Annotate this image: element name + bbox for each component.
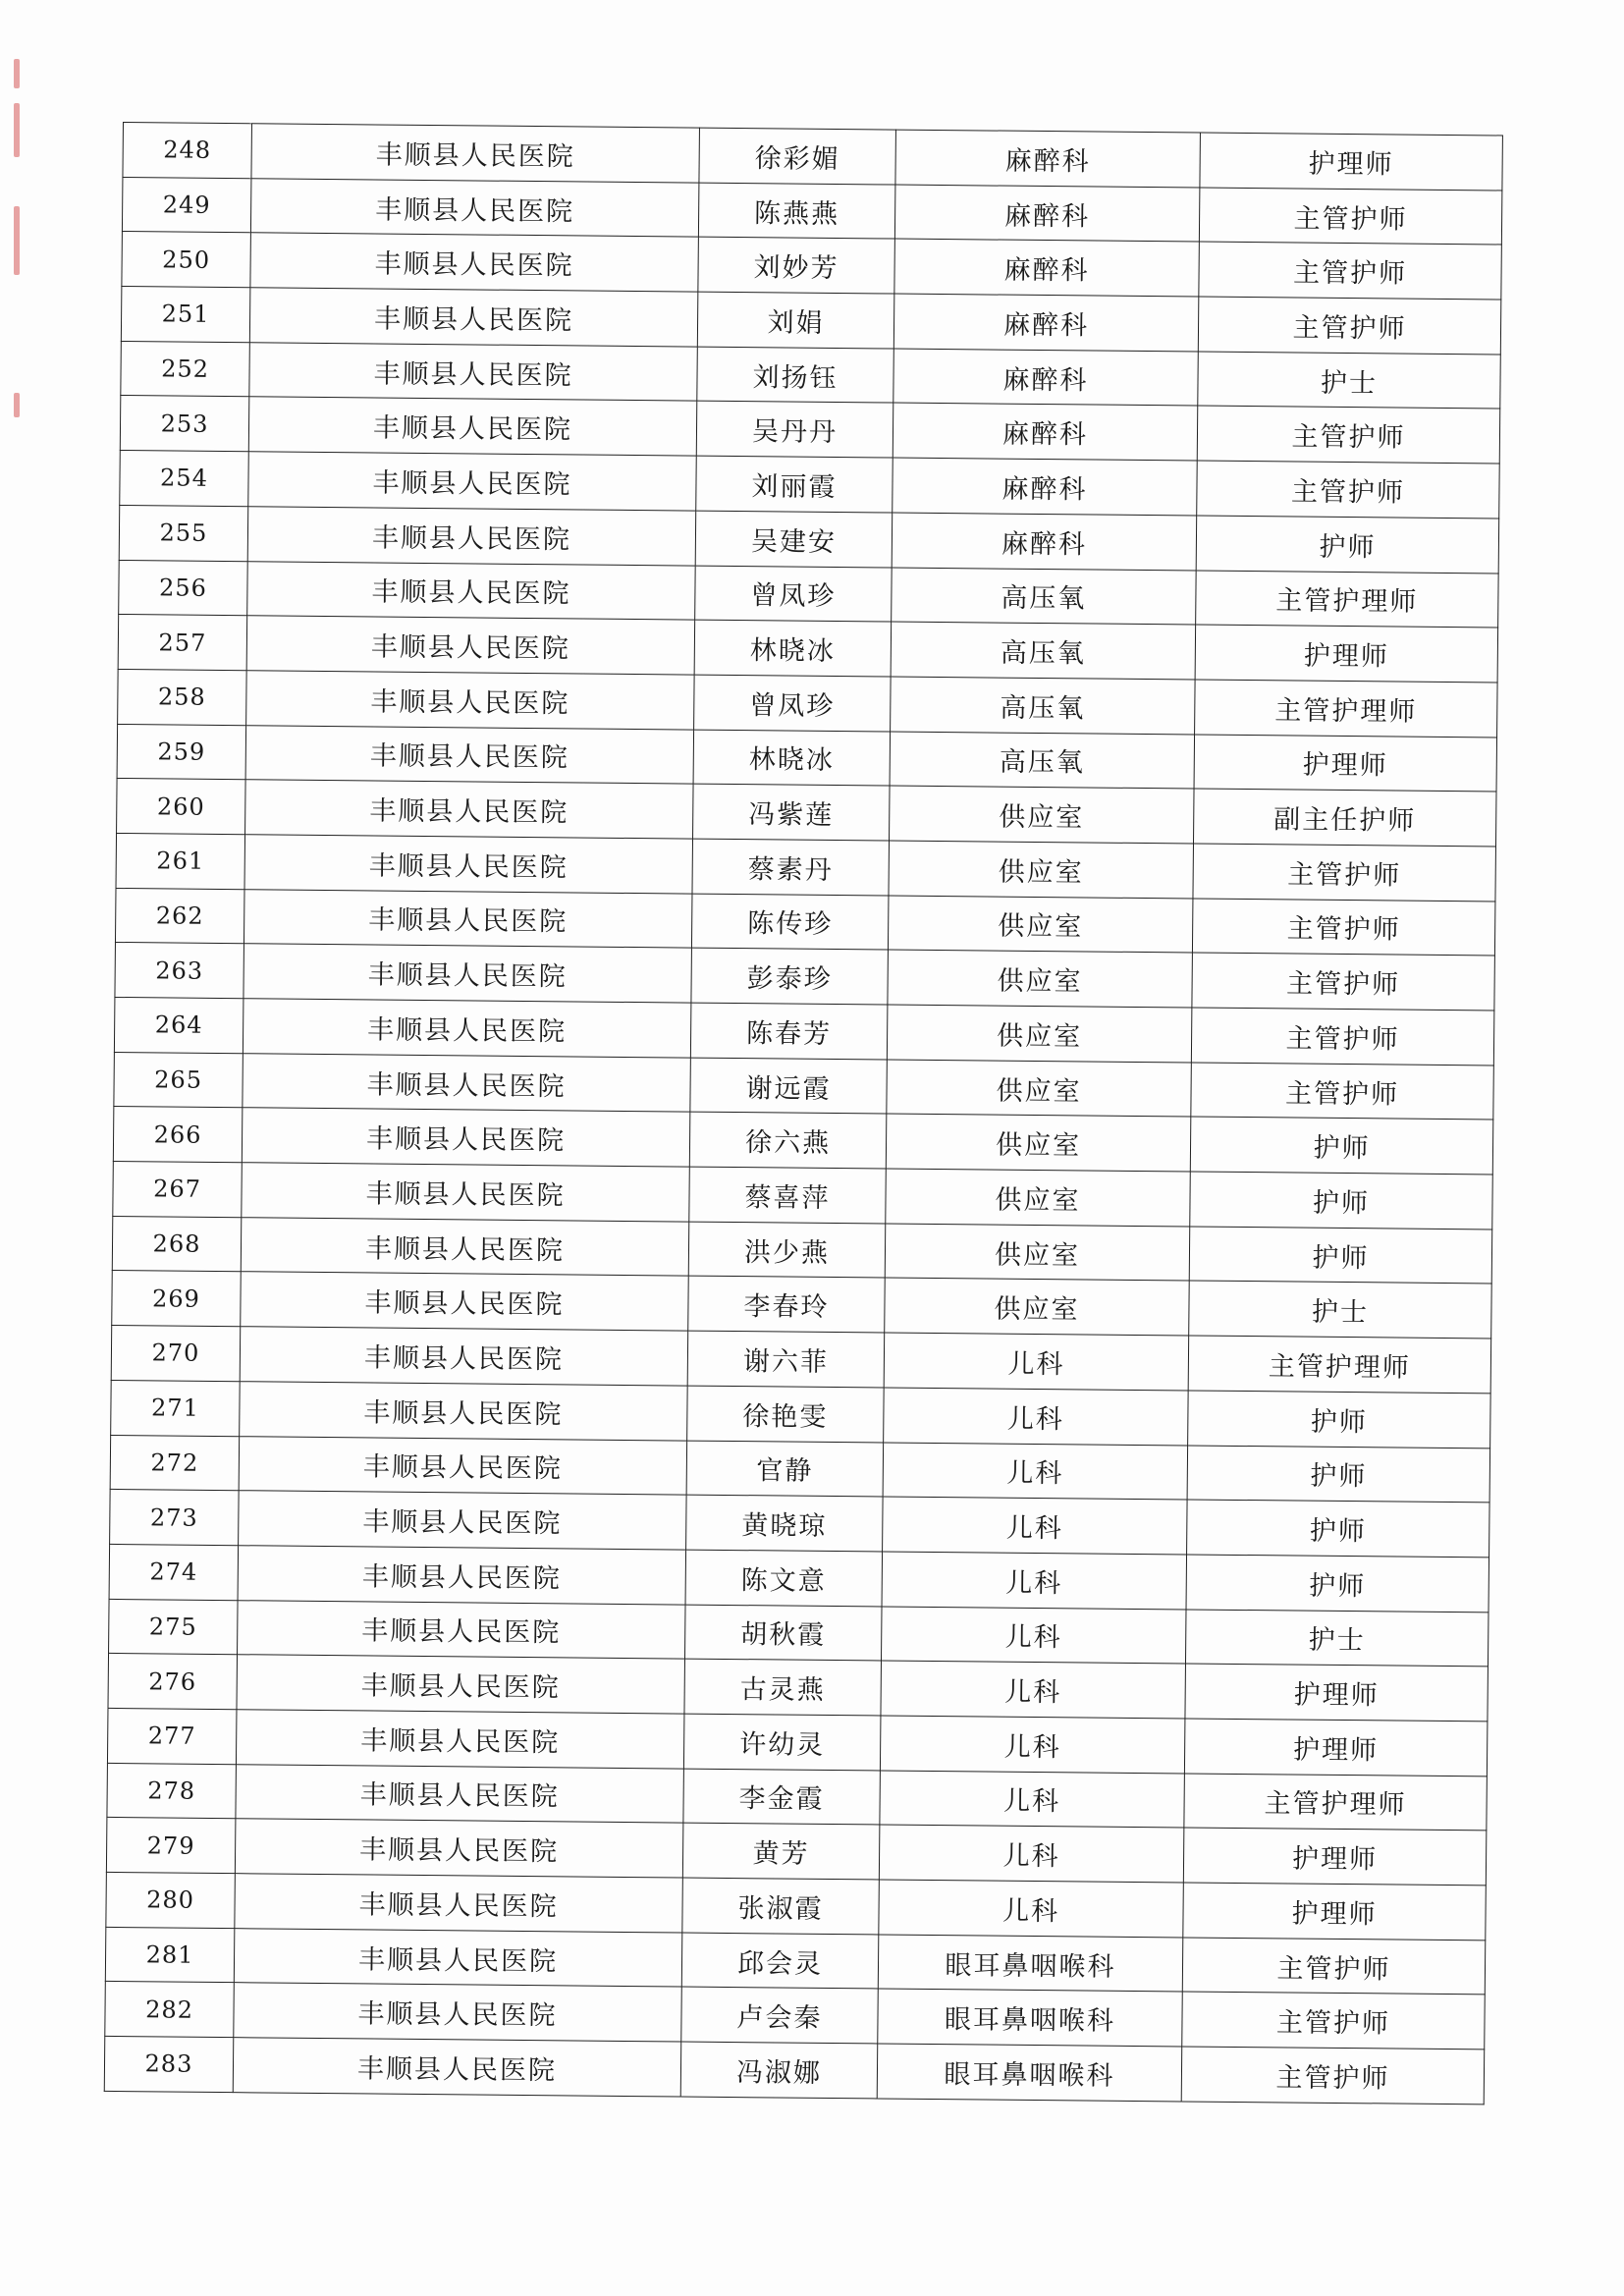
staff-name-cell: 李春玲 <box>688 1277 886 1334</box>
job-title-cell: 主管护理师 <box>1195 680 1498 738</box>
job-title-cell: 主管护师 <box>1182 1938 1486 1995</box>
department-cell: 儿科 <box>884 1388 1189 1446</box>
job-title-cell: 主管护师 <box>1192 953 1495 1011</box>
staff-table-wrapper <box>104 122 1502 2105</box>
serial-number-cell: 279 <box>106 1818 236 1874</box>
department-cell: 儿科 <box>883 1442 1188 1500</box>
serial-number-cell: 266 <box>113 1107 243 1163</box>
serial-number-cell: 259 <box>117 724 246 780</box>
department-cell: 高压氧 <box>890 732 1195 790</box>
hospital-cell: 丰顺县人民医院 <box>244 889 692 948</box>
department-cell: 高压氧 <box>891 677 1196 735</box>
hospital-cell: 丰顺县人民医院 <box>234 1928 682 1987</box>
job-title-cell: 护理师 <box>1184 1719 1488 1777</box>
serial-number-cell: 283 <box>104 2036 234 2092</box>
hospital-cell: 丰顺县人民医院 <box>238 1546 686 1605</box>
department-cell: 眼耳鼻咽喉科 <box>878 1989 1183 2047</box>
hospital-cell: 丰顺县人民医院 <box>244 944 692 1003</box>
staff-name-cell: 张淑霞 <box>682 1878 880 1935</box>
job-title-cell: 护师 <box>1196 516 1499 574</box>
hospital-cell: 丰顺县人民医院 <box>250 178 699 237</box>
hospital-cell: 丰顺县人民医院 <box>233 2038 681 2097</box>
hospital-cell: 丰顺县人民医院 <box>240 1382 688 1441</box>
staff-name-cell: 蔡素丹 <box>692 839 890 896</box>
job-title-cell: 护理师 <box>1185 1664 1489 1722</box>
serial-number-cell: 263 <box>115 943 244 999</box>
staff-name-cell: 官静 <box>686 1441 884 1498</box>
serial-number-cell: 280 <box>106 1872 236 1928</box>
serial-number-cell: 282 <box>105 1982 235 2038</box>
job-title-cell: 护师 <box>1186 1555 1489 1613</box>
serial-number-cell: 268 <box>112 1216 242 1272</box>
department-cell: 供应室 <box>886 1169 1191 1227</box>
serial-number-cell: 272 <box>110 1435 240 1491</box>
staff-name-cell: 谢远霞 <box>690 1058 888 1115</box>
job-title-cell: 护师 <box>1190 1117 1493 1175</box>
job-title-cell: 副主任护师 <box>1193 789 1496 847</box>
job-title-cell: 护师 <box>1187 1500 1490 1558</box>
department-cell: 麻醉科 <box>893 349 1199 407</box>
serial-number-cell: 273 <box>110 1490 240 1546</box>
job-title-cell: 护士 <box>1185 1610 1489 1667</box>
staff-name-cell: 林晓冰 <box>693 730 891 787</box>
hospital-cell: 丰顺县人民医院 <box>243 999 691 1058</box>
serial-number-cell: 281 <box>105 1927 235 1983</box>
staff-name-cell: 曾凤珍 <box>694 675 892 732</box>
serial-number-cell: 261 <box>116 833 245 889</box>
serial-number-cell: 275 <box>109 1599 239 1655</box>
department-cell: 麻醉科 <box>893 403 1198 461</box>
hospital-cell: 丰顺县人民医院 <box>239 1491 687 1550</box>
edge-mark <box>14 393 20 417</box>
department-cell: 儿科 <box>884 1333 1189 1391</box>
department-cell: 供应室 <box>888 950 1193 1008</box>
serial-number-cell: 262 <box>115 888 244 944</box>
hospital-cell: 丰顺县人民医院 <box>243 1053 691 1112</box>
department-cell: 儿科 <box>882 1552 1187 1610</box>
staff-table-body <box>104 123 1502 2105</box>
department-cell: 高压氧 <box>892 568 1197 626</box>
hospital-cell: 丰顺县人民医院 <box>246 671 695 730</box>
department-cell: 供应室 <box>887 1005 1192 1063</box>
hospital-cell: 丰顺县人民医院 <box>246 616 695 675</box>
department-cell: 儿科 <box>883 1497 1188 1555</box>
job-title-cell: 护理师 <box>1183 1828 1487 1886</box>
binding-edge-marks <box>14 59 27 452</box>
department-cell: 儿科 <box>880 1771 1185 1829</box>
department-cell: 供应室 <box>889 841 1194 899</box>
department-cell: 供应室 <box>888 896 1193 954</box>
hospital-cell: 丰顺县人民医院 <box>250 233 699 292</box>
staff-name-cell: 吴丹丹 <box>696 402 893 459</box>
department-cell: 儿科 <box>879 1880 1184 1938</box>
staff-name-cell: 古灵燕 <box>684 1659 882 1716</box>
serial-number-cell: 251 <box>121 287 250 343</box>
job-title-cell: 主管护师 <box>1193 844 1496 902</box>
department-cell: 麻醉科 <box>892 513 1197 571</box>
job-title-cell: 护理师 <box>1183 1883 1487 1941</box>
job-title-cell: 主管护师 <box>1192 899 1495 957</box>
job-title-cell: 主管护理师 <box>1184 1774 1488 1831</box>
hospital-cell: 丰顺县人民医院 <box>238 1600 686 1659</box>
serial-number-cell: 267 <box>113 1162 243 1218</box>
serial-number-cell: 250 <box>122 232 251 288</box>
department-cell: 儿科 <box>880 1716 1185 1774</box>
staff-name-cell: 冯淑娜 <box>680 2042 878 2099</box>
serial-number-cell: 257 <box>118 615 247 671</box>
job-title-cell: 护理师 <box>1194 735 1497 793</box>
job-title-cell: 主管护师 <box>1197 461 1500 519</box>
staff-name-cell: 李金霞 <box>683 1769 881 1826</box>
serial-number-cell: 270 <box>111 1326 241 1382</box>
staff-table <box>104 122 1503 2105</box>
staff-name-cell: 刘扬钰 <box>697 347 894 404</box>
staff-name-cell: 邱会灵 <box>681 1933 879 1990</box>
department-cell: 麻醉科 <box>893 294 1199 352</box>
staff-name-cell: 徐六燕 <box>689 1112 887 1169</box>
staff-name-cell: 卢会秦 <box>681 1987 879 2044</box>
hospital-cell: 丰顺县人民医院 <box>235 1819 683 1878</box>
staff-name-cell: 谢六菲 <box>687 1331 885 1388</box>
serial-number-cell: 253 <box>120 396 249 452</box>
staff-name-cell: 蔡喜萍 <box>689 1167 887 1224</box>
serial-number-cell: 252 <box>121 341 250 397</box>
department-cell: 供应室 <box>885 1278 1190 1336</box>
hospital-cell: 丰顺县人民医院 <box>242 1163 690 1222</box>
serial-number-cell: 265 <box>114 1052 244 1108</box>
staff-name-cell: 洪少燕 <box>688 1222 886 1279</box>
serial-number-cell: 277 <box>107 1708 237 1764</box>
department-cell: 麻醉科 <box>895 130 1201 188</box>
job-title-cell: 主管护理师 <box>1196 571 1499 629</box>
edge-mark <box>14 206 20 275</box>
department-cell: 麻醉科 <box>893 458 1198 516</box>
department-cell: 眼耳鼻咽喉科 <box>877 2044 1182 2102</box>
hospital-cell: 丰顺县人民医院 <box>245 780 694 839</box>
staff-name-cell: 许幼灵 <box>683 1714 881 1771</box>
department-cell: 麻醉科 <box>894 185 1200 243</box>
hospital-cell: 丰顺县人民医院 <box>242 1108 690 1167</box>
hospital-cell: 丰顺县人民医院 <box>239 1436 687 1495</box>
job-title-cell: 护士 <box>1189 1281 1492 1339</box>
staff-name-cell: 冯紫莲 <box>693 784 891 841</box>
serial-number-cell: 274 <box>109 1544 239 1600</box>
hospital-cell: 丰顺县人民医院 <box>247 507 696 566</box>
staff-name-cell: 黄晓琼 <box>686 1495 884 1552</box>
department-cell: 高压氧 <box>891 622 1196 680</box>
job-title-cell: 主管护师 <box>1191 1008 1494 1066</box>
hospital-cell: 丰顺县人民医院 <box>251 124 700 183</box>
staff-name-cell: 陈春芳 <box>690 1003 888 1060</box>
department-cell: 供应室 <box>885 1224 1190 1282</box>
department-cell: 供应室 <box>887 1060 1192 1118</box>
edge-mark <box>14 59 20 88</box>
staff-name-cell: 彭泰珍 <box>691 948 889 1005</box>
serial-number-cell: 278 <box>107 1763 237 1819</box>
serial-number-cell: 264 <box>114 997 244 1053</box>
job-title-cell: 主管护师 <box>1198 297 1501 355</box>
hospital-cell: 丰顺县人民医院 <box>249 288 698 347</box>
hospital-cell: 丰顺县人民医院 <box>236 1710 684 1769</box>
job-title-cell: 主管护师 <box>1199 188 1502 246</box>
job-title-cell: 主管护师 <box>1181 2047 1485 2105</box>
serial-number-cell: 271 <box>111 1380 241 1436</box>
job-title-cell: 护师 <box>1189 1227 1492 1285</box>
hospital-cell: 丰顺县人民医院 <box>236 1764 684 1823</box>
job-title-cell: 主管护师 <box>1197 406 1500 464</box>
hospital-cell: 丰顺县人民医院 <box>249 343 698 402</box>
staff-name-cell: 陈传珍 <box>691 894 889 951</box>
staff-name-cell: 徐彩媚 <box>699 128 896 185</box>
hospital-cell: 丰顺县人民医院 <box>248 452 697 511</box>
hospital-cell: 丰顺县人民医院 <box>241 1272 689 1331</box>
job-title-cell: 主管护师 <box>1182 1992 1486 2050</box>
job-title-cell: 主管护理师 <box>1188 1336 1491 1394</box>
job-title-cell: 主管护师 <box>1191 1063 1494 1121</box>
staff-name-cell: 刘妙芳 <box>698 238 895 295</box>
staff-name-cell: 吴建安 <box>695 511 893 568</box>
edge-mark <box>14 103 20 157</box>
department-cell: 儿科 <box>881 1661 1186 1719</box>
staff-name-cell: 曾凤珍 <box>695 566 893 623</box>
serial-number-cell: 260 <box>117 779 246 835</box>
department-cell: 眼耳鼻咽喉科 <box>878 1935 1183 1993</box>
hospital-cell: 丰顺县人民医院 <box>248 397 697 456</box>
job-title-cell: 护理师 <box>1195 625 1498 683</box>
serial-number-cell: 255 <box>119 505 248 561</box>
hospital-cell: 丰顺县人民医院 <box>244 835 693 894</box>
serial-number-cell: 248 <box>123 123 252 179</box>
department-cell: 儿科 <box>879 1825 1184 1883</box>
staff-name-cell: 陈文意 <box>685 1550 883 1607</box>
department-cell: 儿科 <box>881 1607 1186 1665</box>
staff-name-cell: 陈燕燕 <box>698 183 895 240</box>
job-title-cell: 护师 <box>1190 1172 1493 1230</box>
staff-name-cell: 黄芳 <box>682 1823 880 1880</box>
department-cell: 供应室 <box>890 786 1195 844</box>
hospital-cell: 丰顺县人民医院 <box>240 1327 688 1386</box>
staff-name-cell: 徐艳雯 <box>687 1386 885 1443</box>
staff-name-cell: 刘娟 <box>697 292 894 349</box>
serial-number-cell: 276 <box>108 1654 238 1710</box>
job-title-cell: 主管护师 <box>1199 242 1502 300</box>
job-title-cell: 护理师 <box>1200 133 1503 191</box>
hospital-cell: 丰顺县人民医院 <box>234 1983 682 2042</box>
serial-number-cell: 254 <box>120 451 249 507</box>
serial-number-cell: 269 <box>112 1271 242 1327</box>
hospital-cell: 丰顺县人民医院 <box>241 1217 689 1276</box>
job-title-cell: 护士 <box>1198 352 1501 410</box>
staff-name-cell: 刘丽霞 <box>696 456 893 513</box>
serial-number-cell: 258 <box>118 669 247 725</box>
department-cell: 供应室 <box>886 1114 1191 1172</box>
serial-number-cell: 256 <box>119 560 248 616</box>
hospital-cell: 丰顺县人民医院 <box>237 1655 685 1714</box>
serial-number-cell: 249 <box>122 177 251 233</box>
department-cell: 麻醉科 <box>894 239 1200 297</box>
hospital-cell: 丰顺县人民医院 <box>247 561 696 620</box>
hospital-cell: 丰顺县人民医院 <box>245 725 694 784</box>
job-title-cell: 护师 <box>1188 1391 1491 1449</box>
staff-name-cell: 林晓冰 <box>694 620 892 677</box>
staff-name-cell: 胡秋霞 <box>685 1605 883 1662</box>
job-title-cell: 护师 <box>1187 1445 1490 1503</box>
hospital-cell: 丰顺县人民医院 <box>235 1874 683 1933</box>
